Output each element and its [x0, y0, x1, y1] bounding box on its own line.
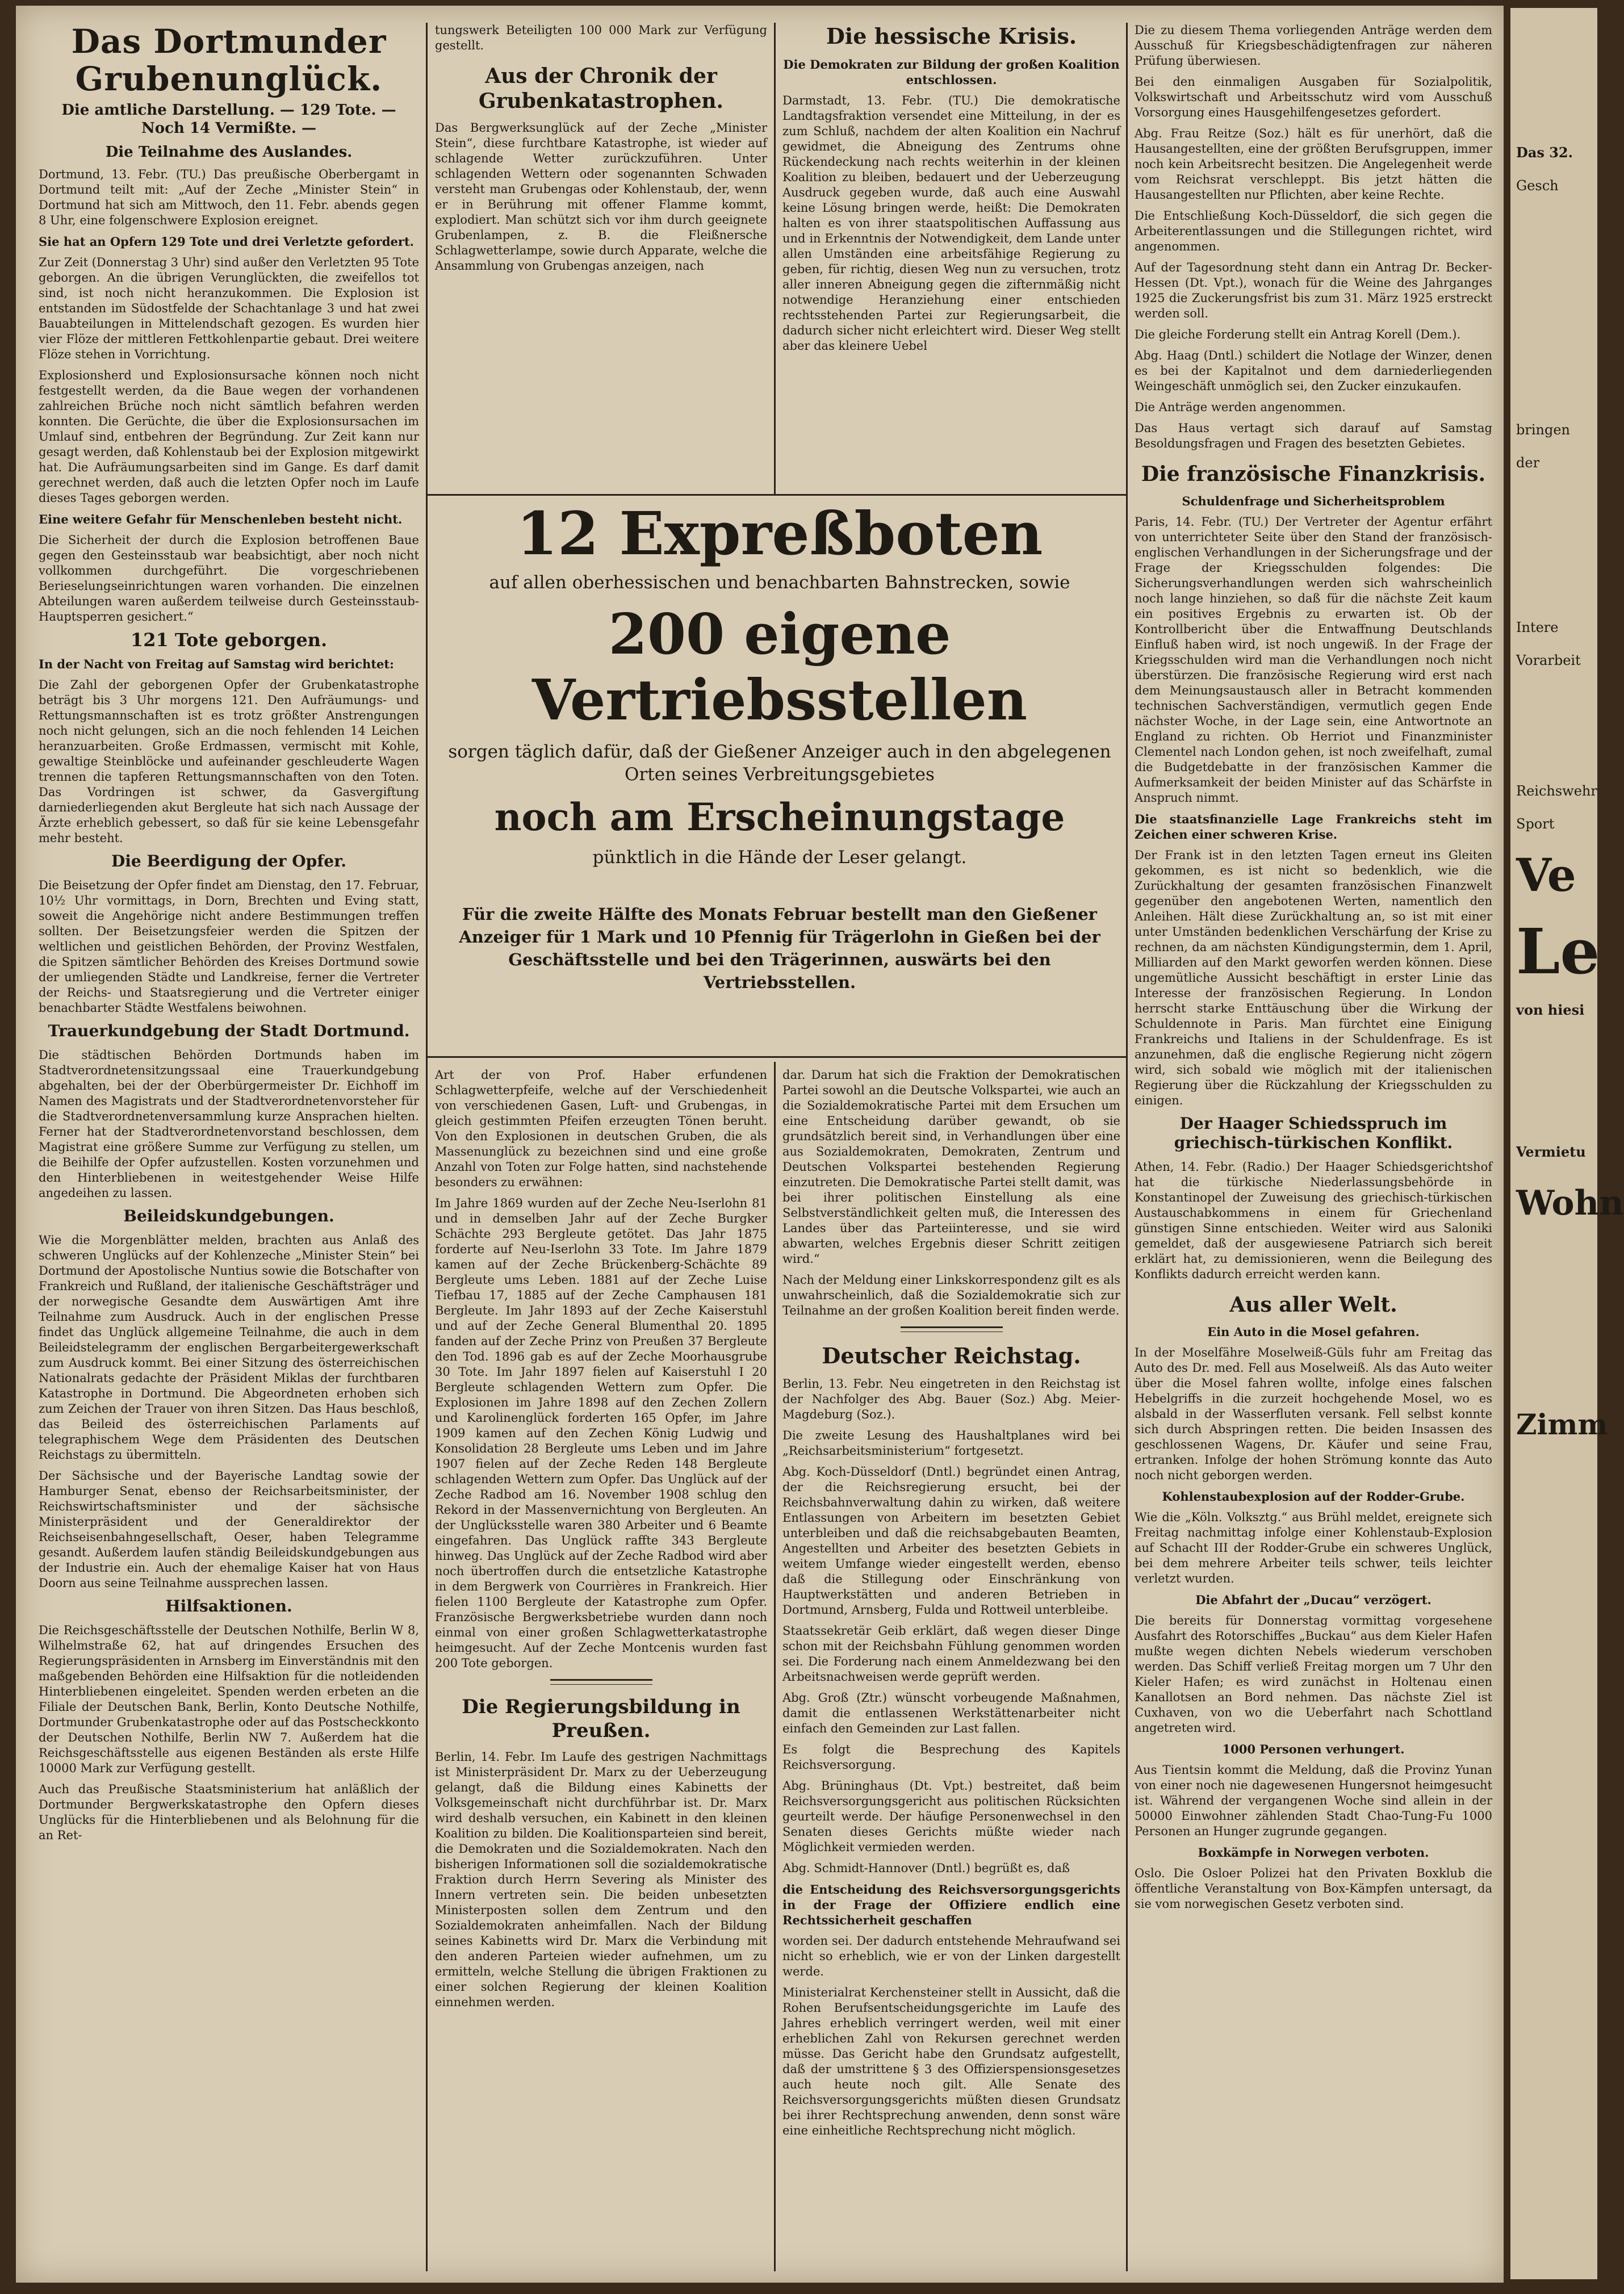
article-paragraph: Nach der Meldung einer Linkskorrespondenz gilt es als unwahrscheinlich, daß die Sozialdemokratie sich zur Teilnahme an der großen Koalition bereit finden werde. — [782, 1273, 1120, 1317]
article-paragraph: Darmstadt, 13. Febr. (TU.) Die demokratische Landtagsfraktion versendet eine Mitteilung, in der es zum Schluß, nachdem der alten Koalition ein Nachruf gewidmet, die Abneigung des Zentrums ohne Rückendeckung nach rechts weiterhin in der kleinen Koalition zu bleiben, bedauert und der Ueberzeugung Ausdruck gegeben wurde, daß auch eine Auswahl keine Lösung bringen werde, heißt: Die Demokraten halten es von ihrer staatspolitischen Auffassung aus und in Erkenntnis der Notwendigkeit, dem Lande unter allen Umständen eine arbeitsfähige Regierung zu geben, für richtig, diesen Weg nun zu versuchen, trotz aller inneren Abneigung gegen die zifternmäßig nicht notwendige Heranziehung einer entschieden rechtsstehenden Partei zur Regierungsarbeit, die dadurch sicher nicht erleichtert wird. Dieser Weg stellt aber das kleinere Uebel — [782, 94, 1120, 353]
article-paragraph: Explosionsherd und Explosionsursache können noch nicht festgestellt werden, da die Baue wegen der vorhandenen zahlreichen Brüche noch nicht sämtlich befahren werden konnten. Die Gerüchte, die über die Explosionsursachen im Umlauf sind, entbehren der Begründung. Zur Zeit kann nur gesagt werden, daß Kohlenstaub bei der Explosion mitgewirkt hat. Die Aufräumungsarbeiten sind im Gange. Es darf damit gerechnet werden, daß auch die letzten Opfer noch im Laufe dieses Tages geborgen werden. — [39, 369, 419, 505]
article-paragraph: Das Bergwerksunglück auf der Zeche „Minister Stein“, diese furchtbare Katastrophe, ist wieder auf schlagende Wetter zurückzuführen. Unter schlagenden Wettern oder sogenannten Schwaden versteht man Grubengas oder Kohlenstaub, der, wenn er in Berührung mit offener Flamme kommt, explodiert. Man schützt sich vor ihm durch geeignete Grubenlampen, z. B. die Fleißnersche Schlagwetterlampe, sowie durch Apparate, welche die Ansammlung von Grubengas anzeigen, nach — [435, 121, 767, 273]
article-paragraph: Abg. Haag (Dntl.) schildert die Notlage der Winzer, denen es bei der Kapitalnot und dem darniederliegenden Weingeschäft unmöglich sei, den Zucker einzukaufen. — [1135, 349, 1492, 393]
adjacent-text: bringen — [1516, 422, 1570, 438]
article-paragraph: Die gleiche Forderung stellt ein Antrag Korell (Dem.). — [1135, 328, 1461, 341]
article-paragraph: Auf der Tagesordnung steht dann ein Antrag Dr. Becker-Hessen (Dt. Vpt.), wonach für die Weine des Jahrganges 1925 die Zuckerungsfrist bis zum 31. März 1925 erstreckt werden soll. — [1135, 261, 1492, 320]
subheadline: Die Abfahrt der „Ducau“ verzögert. — [1195, 1593, 1432, 1607]
ad-frame-top — [426, 494, 1128, 496]
newspaper-page — [16, 6, 1504, 2283]
section-heading: Der Haager Schiedsspruch im griechisch-türkischen Konflikt. — [1174, 1114, 1453, 1152]
article-paragraph: Die staatsfinanzielle Lage Frankreichs steht im Zeichen einer schweren Krise. — [1135, 812, 1492, 842]
article-paragraph: Die Sicherheit der durch die Explosion betroffenen Baue gegen den Gesteinsstaub war beabsichtigt, aber noch nicht vollkommen durchgeführt. Die vorgeschriebenen Berieselungseinrichtungen waren vorhanden. Die einzelnen Abteilungen waren außerdem teilweise durch Gesteinsstaub-Hauptsperren gesichert.“ — [39, 533, 419, 623]
subheadline: Boxkämpfe in Norwegen verboten. — [1198, 1845, 1429, 1860]
article-paragraph: Art der von Prof. Haber erfundenen Schlagwetterpfeife, welche auf der Verschiedenheit von verschiedenen Gasen, Luft- und Grubengas, in gleich gestimmten Pfeifen erzeugten Tönen beruht. Von den Explosionen in deutschen Gruben, die als Massenunglück zu bezeichnen sind und eine große Anzahl von Toten zur Folge hatten, sind nachstehende besonders zu erwähnen: — [435, 1068, 767, 1189]
article-paragraph: Staatssekretär Geib erklärt, daß wegen dieser Dinge schon mit der Reichsbahn Fühlung genommen worden sei. Die Forderung nach einem Anmeldezwang bei den Arbeitsnachweisen werde geprüft werden. — [782, 1624, 1120, 1684]
ad-frame-bottom — [426, 1056, 1128, 1058]
headline-dortmund: Das Dortmunder Grubenunglück. — [71, 22, 387, 98]
article-paragraph: Wie die Morgenblätter melden, brachten aus Anlaß des schweren Unglücks auf der Kohlenzeche „Minister Stein“ bei Dortmund der Apostolische Nuntius sowie die Botschafter von Frankreich und Rußland, der italienische Geschäftsträger und der norwegische Gesandte dem Auswärtigen Amt ihre Teilnahme zum Ausdruck. Auch in der englischen Presse findet das Unglück allgemeine Teilnahme, die auch in dem Beileidstelegramm der englischen Bergarbeitergewerkschaft zum Ausdruck kommt. Bei einer Sitzung des österreichischen Nationalrats gedachte der Präsident Miklas der furchtbaren Katastrophe in Dortmund. Die Abgeordneten erhoben sich zum Zeichen der Trauer von ihren Sitzen. Das Haus beschloß, das Beileid des österreichischen Parlaments auf telegraphischem Wege dem Präsidenten des Deutschen Reichstags zu übermitteln. — [39, 1233, 419, 1462]
headline-finanzkrisis: Die französische Finanzkrisis. — [1141, 462, 1486, 486]
article-paragraph: Bei den einmaligen Ausgaben für Sozialpolitik, Volkswirtschaft und Arbeitsschutz wird vom Ausschuß Vorsorgung eines Hausgehilfengesetzes gefordert. — [1135, 75, 1492, 119]
middle-column-bottom — [435, 1068, 767, 2271]
article-paragraph: In der Moselfähre Moselweiß-Güls fuhr am Freitag das Auto des Dr. med. Fell aus Moselweiß. Als das Auto weiter über die Mosel fahren wollte, infolge eines falschen Hebelgriffs in die zurzeit hochgehende Mosel, wo es alsbald in der Wasserfluten versank. Fell selbst konnte sich durch Abspringen retten. Die beiden Insassen des geschlossenen Wagens, Dr. Käufer und seine Frau, ertranken. Infolge der hohen Strömung konnte das Auto noch nicht geborgen werden. — [1135, 1346, 1492, 1482]
adjacent-text: Sport — [1516, 816, 1555, 832]
article-paragraph: Der Frank ist in den letzten Tagen erneut ins Gleiten gekommen, es ist nicht so bedenklich, wie die Zurückhaltung der gesamten französischen Finanzwelt gegenüber den angebotenen Werten, namentlich den Anleihen. Hält diese Zurückhaltung an, so ist mit einer unter Umständen bedenklichen Verschärfung der Krise zu rechnen, da am nächsten Kündigungstermin, dem 1. April, Milliarden auf den Markt geworfen werden können. Diese ungemütliche Aussicht beschäftigt in erster Linie das Interesse der französischen Regierung. In London herrscht starke Enttäuschung über die Wirkung der Schuldennote in Paris. Man fürchtet eine Einigung Frankreichs und Italiens in der Schuldenfrage. Es ist anzunehmen, daß die englische Regierung nicht zögern wird, sich sobald wie möglich mit der italienischen Regierung über die Rückzahlung der Kriegsschulden zu einigen. — [1135, 848, 1492, 1107]
adjacent-text: Gesch — [1516, 178, 1559, 194]
article-paragraph: Die Entschließung Koch-Düsseldorf, die sich gegen die Arbeiterentlassungen und die Stillegungen richtet, wird angenommen. — [1135, 209, 1492, 253]
section-heading: Hilfsaktionen. — [165, 1597, 292, 1615]
section-heading: 121 Tote geborgen. — [130, 629, 328, 651]
divider — [550, 1679, 652, 1685]
adjacent-text: Vorarbeit — [1516, 652, 1581, 668]
article-paragraph: Athen, 14. Febr. (Radio.) Der Haager Schiedsgerichtshof hat die türkische Niederlassungsbehörde in Konstantinopel der Zuweisung des griechisch-türkischen Austauschabkommens in einem für Griechenland günstigen Sinne entschieden. Weiter wird aus Saloniki gemeldet, daß der ausgewiesene Patriarch sich bereit erklärt hat, zu demissionieren, wenn die Beilegung des Konflikts dadurch erreicht werden kann. — [1135, 1160, 1492, 1281]
adjacent-text: Ve — [1516, 848, 1576, 902]
article-paragraph: Die zweite Lesung des Haushaltplanes wird bei „Reichsarbeitsministerium“ fortgesetzt. — [782, 1429, 1120, 1458]
article-paragraph: Zur Zeit (Donnerstag 3 Uhr) sind außer den Verletzten 95 Tote geborgen. An die übrigen Verunglückten, die zweifellos tot sind, ist noch nicht heranzukommen. Die Explosion ist entstanden im Südostfelde der Schachtanlage 3 und hat zwei Bauabteilungen in Mittelendschaft gezogen. Es wurden hier vier Flöze der mittleren Fettkohlenpartie gebaut. Drei weitere Flöze stehen in Vorrichtung. — [39, 256, 420, 361]
article-paragraph: Die Zahl der geborgenen Opfer der Grubenkatastrophe beträgt bis 3 Uhr morgens 121. Den Aufräumungs- und Rettungsmannschaften ist es trotz größter Anstrengungen noch nicht gelungen, sich an die noch fehlenden 14 Leichen heranzuarbeiten. Große Erdmassen, vermischt mit Kohle, gewaltige Steinblöcke und aufeinander geschleuderte Wagen trennen die tapferen Rettungsmannschaften von den Toten. Das Vordringen ist schwer, da Gasvergiftung darniederliegenden akut Bergleute hat sich nach Aussage der Ärzte erheblich gebessert, so daß für sie keine Lebensgefahr mehr besteht. — [39, 678, 419, 845]
headline-aus-aller-welt: Aus aller Welt. — [1229, 1293, 1397, 1317]
article-paragraph: Die bereits für Donnerstag vormittag vorgesehene Ausfahrt des Rotorschiffes „Buckau“ aus dem Kieler Hafen mußte wegen dichten Nebels wiederum verschoben werden. Das Schiff verließ Freitag morgen um 7 Uhr den Kieler Hafen; es wird zunächst in Holtenau einen Kanallotsen an Bord nehmen. Das nächste Ziel ist Cuxhaven, von wo die Ueberfahrt nach Schottland angetreten wird. — [1135, 1614, 1492, 1735]
article-paragraph: Es folgt die Besprechung des Kapitels Reichsversorgung. — [782, 1743, 1120, 1772]
article-paragraph: Der Sächsische und der Bayerische Landtag sowie der Hamburger Senat, ebenso der Reichsarbeitsminister, der Reichswirtschaftsminister und der sächsische Ministerpräsident und der Generaldirektor der Reichseisenbahngesellschaft, Oeser, haben Telegramme gesandt. Außerdem laufen ständig Beileidskundgebungen aus der Industrie ein. Auch der ehemalige Kaiser hat von Haus Doorn aus seine Teilnahme aussprechen lassen. — [39, 1469, 419, 1590]
article-paragraph: Im Jahre 1869 wurden auf der Zeche Neu-Iserlohn 81 und in demselben Jahr auf der Zeche Burgker Schächte 293 Bergleute getötet. Das Jahr 1875 forderte auf Neu-Iserlohn 33 Tote. Im Jahre 1879 kamen auf der Zeche Brückenberg-Schächte 89 Bergleute ums Leben. 1881 auf der Zeche Luise Tiefbau 17, 1885 auf der Zeche Camphausen 181 Bergleute. Im Jahr 1893 auf der Zeche Kaiserstuhl und auf der Zeche General Blumenthal 20. 1895 fanden auf der Zeche Prinz von Preußen 37 Bergleute den Tod. 1896 gab es auf der Zeche Moorhausgrube 30 Tote. Im Jahr 1897 fielen auf Kaiserstuhl I 20 Bergleute schlagenden Wettern zum Opfer. Die Explosionen im Jahre 1898 auf den Zechen Zollern und Karolinenglück forderten 165 Opfer, im Jahre 1909 kamen auf den Zechen König Ludwig und Konsolidation 28 Bergleute ums Leben und im Jahre 1907 fielen auf der Zeche Reden 148 Bergleute schlagenden Wettern zum Opfer. Das Unglück auf der Zeche Radbod am 16. November 1908 schlug den Rekord in der Massenvernichtung von Bergleuten. An der Unglücksstelle waren 380 Arbeiter und 6 Beamte eingefahren. Das Unglück raffte 343 Bergleute hinweg. Das Unglück auf der Zeche Radbod wird aber noch übertroffen durch die entsetzliche Katastrophe in dem Bergwerk von Courrières in Frankreich. Hier fielen 1100 Bergleute der Katastrophe zum Opfer. Französische Bergwerksbetriebe wurden dann noch einmal von einer großen Schlagwetterkatastrophe heimgesucht. Auf der Zeche Montcenis wurden fast 200 Tote geborgen. — [435, 1196, 767, 1670]
ad-subscription-text: Für die zweite Hälfte des Monats Februar bestellt man den Gießener Anzeiger für 1 Mark und 10 Pfennig für Trägerlohn in Gießen bei der Geschäftsstelle und bei den Trägerinnen, auswärts bei den Vertriebsstellen. — [459, 905, 1100, 992]
subheadline: Die Teilnahme des Auslandes. — [105, 144, 353, 161]
subheadline: 1000 Personen verhungert. — [1222, 1742, 1405, 1756]
subheadline: Kohlenstaubexplosion auf der Rodder-Grube. — [1162, 1489, 1465, 1504]
advertisement-box — [430, 500, 1129, 1011]
article-paragraph: tungswerk Beteiligten 100 000 Mark zur Verfügung gestellt. — [435, 23, 767, 52]
ad-headline: 12 Expreßboten — [516, 499, 1043, 568]
article-paragraph: Ministerialrat Kerchensteiner stellt in Aussicht, daß die Rohen Berufsentscheidungsgerichte im Laufe des Jahres erheblich verringert werden, weil mit einer erheblichen Zahl von Rekursen gerechnet werden müsse. Das Gericht habe den Grundsatz aufgestellt, daß der umstrittene § 3 des Offizierspensionsgesetzes auch heute noch gilt. Alle Senate des Reichsversorgungsgerichts müßten diesen Grundsatz bei ihrer Rechtsprechung anwenden, denn sonst wäre eine einheitliche Rechtsprechung nicht möglich. — [782, 1986, 1120, 2137]
headline-regierungsbildung: Die Regierungsbildung in Preußen. — [462, 1696, 740, 1742]
article-paragraph: Die städtischen Behörden Dortmunds haben im Stadtverordnetensitzungssaal eine Trauerkundgebung abgehalten, bei der der Oberbürgermeister Dr. Eichhoff im Namen des Magistrats und der Stadtverordnetenvorsteher für die Stadtverordnetenversammlung kurze Ansprachen hielten. Ferner hat der Stadtverordnetenvorstand beschlossen, dem Magistrat eine größere Summe zur Verfügung zu stellen, um die Beihilfe der Opfer aufzustellen. Kosten vorzunehmen und den Hinterbliebenen in weitestgehender Weise Hilfe angedeihen zu lassen. — [39, 1048, 419, 1200]
column-rule — [426, 23, 428, 2271]
adjacent-text: Vermietu — [1516, 1144, 1586, 1160]
ad-text: auf allen oberhessischen und benachbarten Bahnstrecken, sowie — [489, 572, 1070, 593]
subheadline: Schuldenfrage und Sicherheitsproblem — [1182, 494, 1445, 508]
article-paragraph: Oslo. Die Osloer Polizei hat den Privaten Boxklub die öffentliche Veranstaltung von Box-Kämpfen untersagt, da sie vom norwegischen Gesetz verboten sind. — [1135, 1866, 1492, 1911]
article-paragraph: Abg. Brüninghaus (Dt. Vpt.) bestreitet, daß beim Reichsversorgungsgericht aus politischen Rücksichten geurteilt werde. Der häufige Personenwechsel in den Senaten dieses Gerichts müßte wieder nach Möglichkeit vermieden werden. — [782, 1779, 1120, 1854]
adjacent-text: von hiesi — [1516, 1002, 1585, 1018]
article-paragraph: In der Nacht von Freitag auf Samstag wird berichtet: — [39, 657, 394, 671]
adjacent-text: Wohn — [1516, 1183, 1624, 1223]
headline-chronik: Aus der Chronik der Grubenkatastrophen. — [478, 64, 724, 113]
right-column — [1135, 23, 1492, 2271]
headline-hessen: Die hessische Krisis. — [826, 23, 1077, 49]
article-paragraph: Die zu diesem Thema vorliegenden Anträge werden dem Ausschuß für Kriegsbeschädigtenfragen zur näheren Prüfung überwiesen. — [1135, 23, 1492, 68]
article-paragraph: Eine weitere Gefahr für Menschenleben besteht nicht. — [39, 512, 403, 526]
section-heading: Die Beerdigung der Opfer. — [111, 852, 346, 870]
subheadline: Die Demokraten zur Bildung der großen Koalition entschlossen. — [783, 57, 1120, 87]
adjacent-text: Das 32. — [1516, 144, 1573, 161]
ad-headline: noch am Erscheinungstage — [494, 795, 1065, 839]
article-paragraph: Abg. Koch-Düsseldorf (Dntl.) begründet einen Antrag, der die Reichsregierung ersucht, bei der Reichsbahnverwaltung dahin zu wirken, daß weitere Entlassungen von Arbeitern im besetzten Gebiet unterbleiben und daß die reichsabgebauten Beamten, Angestellten und Arbeiter des besetzten Gebiets in weitem Umfange wieder eingestellt werden, ebenso daß die Stillegung oder Einschränkung von Hauptwerkstätten und anderen Betrieben in Dortmund, Arnsberg, Fulda und Rottweil unterbleibe. — [782, 1465, 1120, 1617]
article-paragraph: Berlin, 14. Febr. Im Laufe des gestrigen Nachmittags ist Ministerpräsident Dr. Marx zu der Ueberzeugung gelangt, daß die Bildung eines Kabinetts der Volksgemeinschaft nicht durchführbar ist. Dr. Marx wird deshalb versuchen, ein Kabinett in den kleinen Koalition zu bilden. Die Koalitionsparteien sind bereit, die Demokraten und die Sozialdemokraten. Nach den bisherigen Informationen soll die sozialdemokratische Fraktion durch Herrn Severing als Minister des Innern vertreten sein. Die beiden unbesetzten Ministerposten sollen dem Zentrum und den Sozialdemokraten anheimfallen. Nach der Bildung seines Kabinetts wird Dr. Marx die Verbindung mit den anderen Parteien wieder aufnehmen, um zu ermitteln, welche Stellung die übrigen Fraktionen zu einer solchen Regierung der kleinen Koalition einnehmen werden. — [435, 1750, 767, 2009]
column-rule — [1126, 23, 1128, 2271]
adjacent-text: der — [1516, 455, 1540, 471]
ad-headline: 200 eigene Vertriebsstellen — [531, 602, 1028, 733]
article-paragraph: Die Reichsgeschäftsstelle der Deutschen Nothilfe, Berlin W 8, Wilhelmstraße 62, hat auf dringendes Ersuchen des Regierungspräsidenten in Arnsberg im Einverständnis mit den maßgebenden Behörden eine Hilfsaktion für die notleidenden Hinterbliebenen eingeleitet. Spenden werden erbeten an die Filiale der Deutschen Bank, Berlin, Konto Deutsche Nothilfe, Dortmunder Grubenkatastrophe oder auf das Postscheckkonto der Deutschen Nothilfe, Berlin NW 7. Außerdem hat die Reichsgeschäftsstelle aus eigenen Beständen als erste Hilfe 10000 Mark zur Verfügung gestellt. — [39, 1623, 419, 1775]
subheadline: Ein Auto in die Mosel gefahren. — [1207, 1325, 1420, 1339]
article-paragraph: dar. Darum hat sich die Fraktion der Demokratischen Partei sowohl an die Deutsche Volkspartei, wie auch an die Sozialdemokratische Partei mit dem Ersuchen um eine Entscheidung darüber gewandt, ob sie grundsätzlich bereit sind, in Verhandlungen über eine aus Sozialdemokraten, Demokraten, Zentrum und Deutschen Volkspartei bestehenden Regierung einzutreten. Die Demokratische Partei stellt damit, was bei ihrer politischen Einstellung als eine Selbstverständlichkeit gelten muß, die Interessen des Landes über das Parteiinteresse, und sie wird abwarten, welches Ergebnis dieser Schritt zeitigen wird.“ — [782, 1068, 1120, 1266]
adjacent-text: Le — [1516, 915, 1600, 988]
divider — [901, 1326, 1003, 1332]
adjacent-text: Intere — [1516, 619, 1559, 635]
subheadline: Die amtliche Darstellung. — 129 Tote. — Noch 14 Vermißte. — — [61, 102, 396, 137]
center-column-top — [782, 23, 1120, 488]
headline-reichstag: Deutscher Reichstag. — [822, 1343, 1081, 1368]
article-paragraph: Abg. Schmidt-Hannover (Dntl.) begrüßt es, daß — [782, 1861, 1070, 1875]
article-paragraph: Aus Tientsin kommt die Meldung, daß die Provinz Yunan von einer noch nie dagewesenen Hungersnot heimgesucht ist. Während der vergangenen Woche sind allein in der 50000 Einwohner zählenden Stadt Chao-Tung-Fu 1000 Personen an Hunger zugrunde gegangen. — [1135, 1763, 1492, 1838]
article-paragraph: Abg. Frau Reitze (Soz.) hält es für unerhört, daß die Hausangestellten, eine der größten Berufsgruppen, immer noch kein Arbeitsrecht besitzen. Die Angelegenheit werde vom Reichsrat verschleppt. Bis jetzt hätten die Hausangestellten nur Pflichten, aber keine Rechte. — [1135, 127, 1492, 202]
left-column — [39, 23, 419, 2271]
column-rule — [774, 1062, 776, 2271]
article-paragraph: Paris, 14. Febr. (TU.) Der Vertreter der Agentur erfährt von unterrichteter Seite über den Stand der französisch-englischen Verhandlungen in der Sicherungsfrage und der Frage der Kriegsschulden folgendes: Die Sicherungsverhandlungen werden sich wahrscheinlich noch lange hinziehen, so daß für die nächste Zeit kaum ein positives Ergebnis zu erwarten ist. Ob der Kontrollbericht über die Entwaffnung Deutschlands Einfluß haben wird, ist noch ungewiß. In der Frage der Kriegsschulden wird man die Verhandlungen noch nicht überstürzen. Die französische Regierung wird erst nach dem Meinungsaustausch aller in Betracht kommenden technischen Sachverständigen, vermutlich gegen Ende nächster Woche, in der Lage sein, eine Antwortnote an England zu richten. Ob Herriot und Finanzminister Clementel nach London gehen, ist noch zweifelhaft, zumal die Budgetdebatte in der französischen Kammer die Aufmerksamkeit der beiden Minister auf das Schärfste in Anspruch nimmt. — [1135, 515, 1492, 805]
adjacent-page-strip — [1510, 8, 1624, 2279]
middle-column-top — [435, 23, 767, 488]
section-heading: Beileidskundgebungen. — [123, 1207, 334, 1225]
article-paragraph: Auch das Preußische Staatsministerium hat anläßlich der Dortmunder Bergwerkskatastrophe den Opfern dieses Unglücks für die Hinterbliebenen und als Belohnung für die an Ret- — [39, 1782, 419, 1842]
article-paragraph: Die Anträge werden angenommen. — [1135, 400, 1346, 414]
article-paragraph: worden sei. Der dadurch entstehende Mehraufwand sei nicht so erheblich, wie er von der Linken dargestellt werde. — [782, 1934, 1120, 1978]
article-paragraph: Wie die „Köln. Volksztg.“ aus Brühl meldet, ereignete sich Freitag nachmittag infolge einer Kohlenstaub-Explosion auf Schacht III der Rodder-Grube ein schweres Unglück, bei dem mehrere Arbeiter teils schwer, teils leichter verletzt wurden. — [1135, 1510, 1492, 1585]
article-paragraph: Dortmund, 13. Febr. (TU.) Das preußische Oberbergamt in Dortmund teilt mit: „Auf der Zeche „Minister Stein“ in Dortmund hat sich am Mittwoch, den 11. Febr. abends gegen 8 Uhr, eine folgenschwere Explosion ereignet. — [39, 168, 419, 227]
column-rule — [774, 23, 776, 494]
article-paragraph: Das Haus vertagt sich darauf auf Samstag Besoldungsfragen und Fragen des besetzten Gebietes. — [1135, 421, 1492, 450]
adjacent-text: Reichswehr — [1516, 783, 1597, 799]
ad-text: sorgen täglich dafür, daß der Gießener Anzeiger auch in den abgelegenen Orten seines Verbreitungsgebietes — [448, 742, 1111, 785]
center-column-bottom — [782, 1068, 1120, 2271]
article-paragraph: Abg. Groß (Ztr.) wünscht vorbeugende Maßnahmen, damit die entlassenen Werkstättenarbeiter nicht einfach den Gemeinden zur Last fallen. — [782, 1691, 1120, 1735]
section-heading: Trauerkundgebung der Stadt Dortmund. — [48, 1022, 410, 1040]
article-paragraph: Berlin, 13. Febr. Neu eingetreten in den Reichstag ist der Nachfolger des Abg. Bauer (Soz.) Abg. Meier-Magdeburg (Soz.). — [782, 1377, 1120, 1421]
ad-text: pünktlich in die Hände der Leser gelangt. — [592, 847, 967, 868]
article-paragraph: Sie hat an Opfern 129 Tote und drei Verletzte gefordert. — [39, 235, 414, 249]
adjacent-text: Zimm — [1516, 1408, 1608, 1441]
article-paragraph: Die Beisetzung der Opfer findet am Dienstag, den 17. Februar, 10½ Uhr vormittags, in Dorn, Brechten und Eving statt, soweit die Angehörige nicht andere Bestimmungen treffen sollten. Der Beisetzungsfeier werden die Spitzen der weltlichen und geistlichen Behörden, der Provinz Westfalen, die Spitzen sämtlicher Behörden des Kreises Dortmund sowie der umliegenden Städte und Landkreise, ferner die Vertreter der Reichs- und Staatsregierung und die Vertreter einiger benachbarter Städte Westfalens beiwohnen. — [39, 878, 419, 1015]
article-paragraph: die Entscheidung des Reichsversorgungsgerichts in der Frage der Offiziere endlich eine Rechtssicherheit geschaffen — [782, 1882, 1120, 1927]
